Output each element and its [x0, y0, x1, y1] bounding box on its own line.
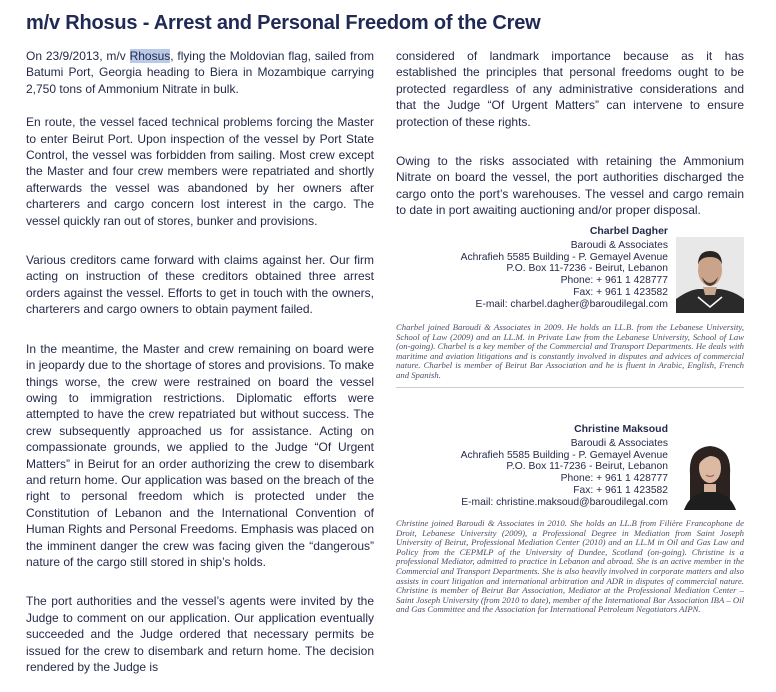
contact-pobox: P.O. Box 11-7236 - Beirut, Lebanon [506, 263, 668, 275]
contact-card-christine [396, 424, 744, 514]
paragraph-2: En route, the vessel faced technical problems forcing the Master to enter Beirut Port. Upon inspection of the vessel by Port State Control, the vessel was forbidden from sailing. Most crew except the Master and four crew members were repatriated and shortly afterwards the vessel was abandoned by her owners after charterers and cargo concern lost interest in the cargo. The vessel quickly ran out of stores, bunker and provisions. [26, 115, 374, 228]
contact-name: Charbel Dagher [589, 225, 668, 237]
paragraph-1-start: On 23/9/2013, m/v [26, 49, 130, 63]
contact-email[interactable]: E-mail: charbel.dagher@baroudilegal.com [475, 298, 668, 310]
contact-email[interactable]: E-mail: christine.maksoud@baroudilegal.com [461, 496, 668, 508]
paragraph-1-end: , flying the Moldovian flag, sailed from Batumi Port, Georgia heading to Biera in Mozambique carrying 2,750 tons of Ammonium Nitrate in bulk. [26, 49, 375, 96]
contact-details [461, 424, 668, 509]
contact-name: Christine Maksoud [574, 423, 668, 435]
paragraph-6: considered of landmark importance because as it has established the principles that personal freedoms ought to be protected regardless of any administrative considerations and that the Judge “Of Urgent Matters” can intervene to ensure protection of these rights. [396, 49, 744, 129]
contact-phone: Phone: + 961 1 428777 [560, 275, 668, 287]
contact-address: Achrafieh 5585 Building - P. Gemayel Avenue [460, 251, 668, 263]
portrait-photo-charbel [676, 237, 744, 313]
contact-card-charbel [396, 226, 744, 316]
contact-fax: Fax: + 961 1 423582 [573, 286, 668, 298]
paragraph-5: The port authorities and the vessel’s agents were invited by the Judge to comment on our application. Our application eventually succeeded and the Judge ordered that necessary permits be issued for the crew to disembark and return home. The decision rendered by the Judge is [26, 594, 374, 674]
contact-details [461, 226, 668, 311]
bio-charbel: Charbel joined Baroudi & Associates in 2009. He holds an LL.B. from the Lebanese University, School of Law (2009) and an LL.M. in Private Law from the Lebanese University, School of Law (on-going). Charbel is a key member of the Commercial and Transport Departments. He deals with maritime and aviation litigations and is constantly involved in disputes and advices of commercial nature. Charbel is member of Beirut Bar Association and he is fluent in Arabic, English, French and Spanish. [396, 322, 744, 380]
paragraph-7: Owing to the risks associated with retaining the Ammonium Nitrate on board the vessel, the port authorities discharged the cargo onto the port’s warehouses. The vessel and cargo remain to date in port awaiting auctioning and/or proper disposal. [396, 154, 744, 218]
right-column [396, 48, 744, 236]
contact-address: Achrafieh 5585 Building - P. Gemayel Avenue [460, 449, 668, 461]
left-column [26, 48, 374, 692]
contact-fax: Fax: + 961 1 423582 [573, 484, 668, 496]
divider [396, 387, 744, 388]
paragraph-4: In the meantime, the Master and crew remaining on board were in jeopardy due to the shortage of stores and provisions. To make things worse, the crew were restrained on board the vessel owing to immigration restrictions. Diplomatic efforts were attempted to have the crew repatriated but without success. The crew subsequently approached us for assistance. Acting on compassionate grounds, we applied to the Judge “Of Urgent Matters” in Beirut for an order authorizing the crew to disembark and return home. Our application was based on the breach of the right to personal freedom which is protected under the Constitution of Lebanon and the International Convention of Human Rights and Personal Freedoms. Emphasis was placed on the imminent danger the crew was facing given the “dangerous” nature of the cargo still stored in ship’s holds. [26, 341, 374, 569]
paragraph-3: Various creditors came forward with claims against her. Our firm acting on instruction of these creditors obtained three arrest orders against the vessel. Efforts to get in touch with the owners, charterers and cargo owners to obtain payment failed. [26, 253, 374, 317]
article-title: m/v Rhosus - Arrest and Personal Freedom of the Crew [26, 12, 541, 34]
portrait-photo-christine [676, 434, 744, 510]
bio-christine: Christine joined Baroudi & Associates in 2010. She holds an LL.B from Filière Francophone de Droit, Lebanese University (2009), a Professional Degree in Mediation from Saint Joseph University of Beirut, Professional Mediation Center (2010) and an LL.M in Oil and Gas Law and Policy from the CEPMLP of the University of Dundee, Scotland (on-going). Christine is a professional Mediator, admitted to practice in Lebanon and abroad. She is an active member in the Commercial and Transport Departments. She is also heavily involved in corporate matters and also assists in court litigation and international arbitration and ADR in disputes of commercial nature. Christine is member of Beirut Bar Association, Mediator at the Professional Mediation Center – Saint Joseph University (from 2010 to date), member of the International Bar Association IBA – Oil and Gas Committee and the Association for International Petroleum Negotiators AIPN. [396, 518, 744, 615]
paragraph-1 [26, 48, 374, 97]
contact-firm: Baroudi & Associates [570, 239, 668, 251]
contact-pobox: P.O. Box 11-7236 - Beirut, Lebanon [506, 461, 668, 473]
contact-firm: Baroudi & Associates [570, 437, 668, 449]
selected-text-rhosus[interactable]: Rhosus [129, 49, 171, 63]
contact-phone: Phone: + 961 1 428777 [560, 473, 668, 485]
